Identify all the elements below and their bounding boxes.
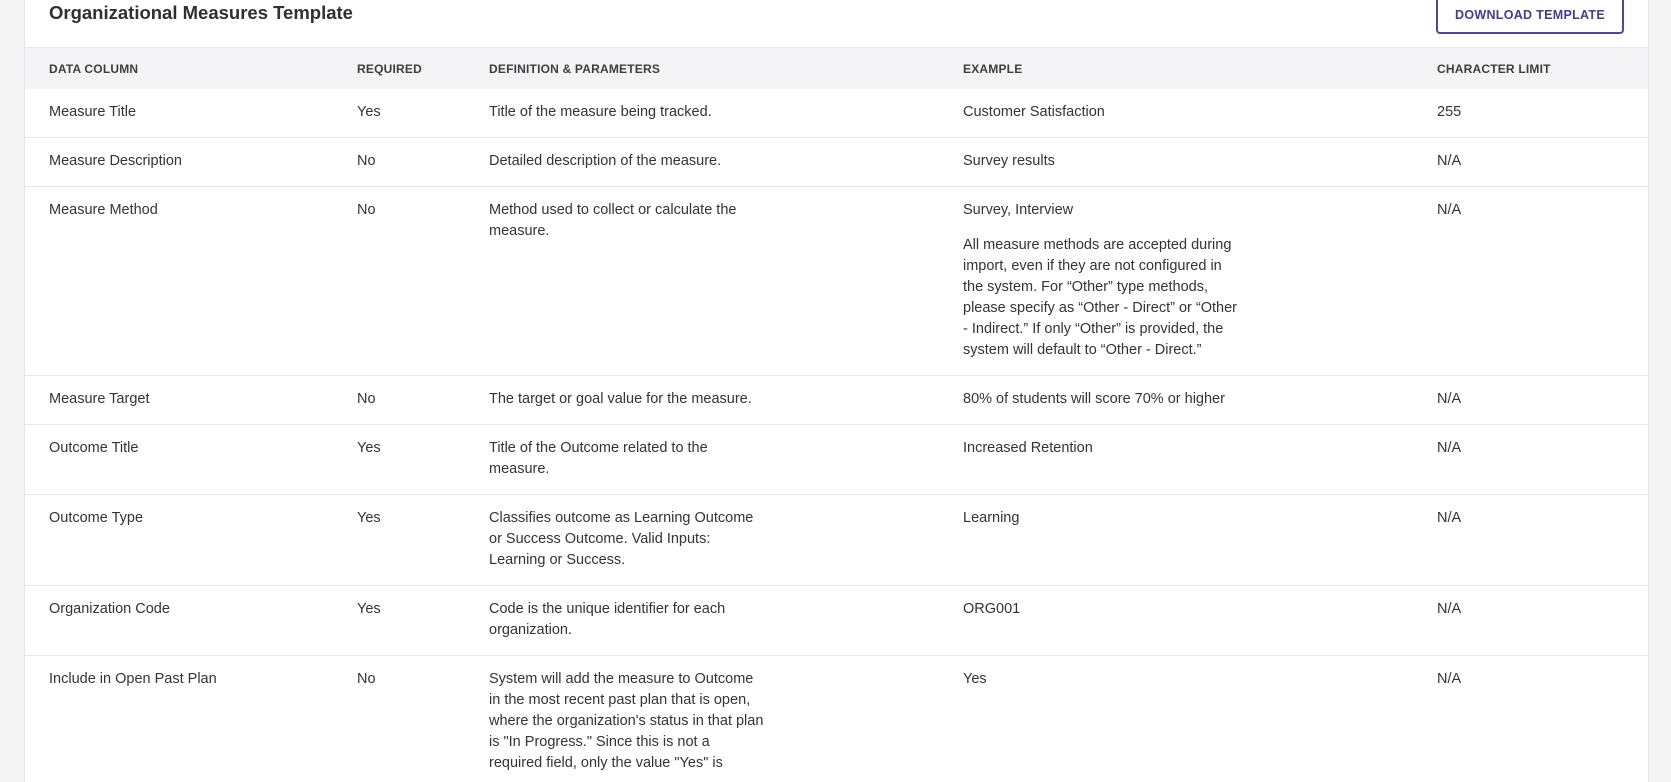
cell-example bbox=[939, 656, 1413, 782]
cell-definition bbox=[465, 425, 939, 495]
table-row bbox=[25, 656, 1648, 782]
example-text: Survey, Interview bbox=[963, 202, 1074, 218]
cell-example bbox=[939, 586, 1413, 656]
cell-definition bbox=[465, 376, 939, 425]
definition-text: Code is the unique identifier for each organization. bbox=[489, 601, 726, 638]
cell-data-column: Outcome Title bbox=[25, 425, 333, 495]
definition-text: System will add the measure to Outcome in the most recent past plan that is open, where the organization's status in that plan is "In Progress." Since this is not a required field, only the value "Yes" is bbox=[489, 671, 764, 771]
table-row bbox=[25, 425, 1648, 495]
cell-required: Yes bbox=[333, 495, 465, 586]
definition-text: Classifies outcome as Learning Outcome or Success Outcome. Valid Inputs: Learning or Success. bbox=[489, 510, 754, 568]
cell-required: No bbox=[333, 376, 465, 425]
cell-required: No bbox=[333, 187, 465, 376]
cell-character-limit: N/A bbox=[1413, 656, 1648, 782]
cell-required: Yes bbox=[333, 89, 465, 138]
page-title: Organizational Measures Template bbox=[49, 2, 353, 23]
cell-definition bbox=[465, 138, 939, 187]
definition-text: Title of the measure being tracked. bbox=[489, 104, 712, 120]
table-row bbox=[25, 586, 1648, 656]
table-row bbox=[25, 138, 1648, 187]
column-header-example: EXAMPLE bbox=[963, 61, 1023, 76]
template-table bbox=[25, 48, 1648, 782]
example-text: Learning bbox=[963, 510, 1020, 526]
table-row bbox=[25, 89, 1648, 138]
table-row bbox=[25, 495, 1648, 586]
cell-data-column: Include in Open Past Plan bbox=[25, 656, 333, 782]
example-text: ORG001 bbox=[963, 601, 1021, 617]
column-header-definition: DEFINITION & PARAMETERS bbox=[489, 61, 661, 76]
cell-data-column: Outcome Type bbox=[25, 495, 333, 586]
cell-definition bbox=[465, 656, 939, 782]
cell-example bbox=[939, 425, 1413, 495]
cell-character-limit: N/A bbox=[1413, 586, 1648, 656]
cell-data-column: Organization Code bbox=[25, 586, 333, 656]
cell-required: Yes bbox=[333, 586, 465, 656]
example-text: Increased Retention bbox=[963, 440, 1093, 456]
download-template-button[interactable]: DOWNLOAD TEMPLATE bbox=[1436, 0, 1624, 34]
example-text: Customer Satisfaction bbox=[963, 104, 1105, 120]
cell-required: No bbox=[333, 138, 465, 187]
table-header-row bbox=[25, 48, 1648, 89]
cell-example bbox=[939, 89, 1413, 138]
definition-text: Detailed description of the measure. bbox=[489, 153, 722, 169]
card-header bbox=[25, 0, 1648, 48]
definition-text: The target or goal value for the measure. bbox=[489, 391, 752, 407]
cell-data-column: Measure Description bbox=[25, 138, 333, 187]
cell-definition bbox=[465, 187, 939, 376]
column-header-character-limit: CHARACTER LIMIT bbox=[1437, 61, 1551, 76]
cell-required: Yes bbox=[333, 425, 465, 495]
cell-character-limit: N/A bbox=[1413, 495, 1648, 586]
cell-data-column: Measure Target bbox=[25, 376, 333, 425]
cell-required: No bbox=[333, 656, 465, 782]
cell-definition bbox=[465, 586, 939, 656]
cell-character-limit: N/A bbox=[1413, 138, 1648, 187]
cell-example bbox=[939, 495, 1413, 586]
definition-text: Title of the Outcome related to the measure. bbox=[489, 440, 708, 477]
example-text: Yes bbox=[963, 671, 987, 687]
cell-character-limit: N/A bbox=[1413, 425, 1648, 495]
example-note: All measure methods are accepted during import, even if they are not configured in the system. For “Other” type methods, please specify as “Other - Direct” or “Other - Indirect.” If only “Other” is provided, the system will default to “Other - Direct.” bbox=[963, 237, 1237, 358]
cell-data-column: Measure Method bbox=[25, 187, 333, 376]
cell-character-limit: N/A bbox=[1413, 187, 1648, 376]
column-header-required: REQUIRED bbox=[357, 61, 422, 76]
cell-example bbox=[939, 376, 1413, 425]
table-row bbox=[25, 376, 1648, 425]
cell-data-column: Measure Title bbox=[25, 89, 333, 138]
example-text: 80% of students will score 70% or higher bbox=[963, 391, 1225, 407]
definition-text: Method used to collect or calculate the measure. bbox=[489, 202, 737, 239]
cell-character-limit: 255 bbox=[1413, 89, 1648, 138]
cell-example bbox=[939, 138, 1413, 187]
cell-character-limit: N/A bbox=[1413, 376, 1648, 425]
cell-definition bbox=[465, 495, 939, 586]
template-card bbox=[24, 0, 1649, 782]
example-text: Survey results bbox=[963, 153, 1055, 169]
cell-example bbox=[939, 187, 1413, 376]
cell-definition bbox=[465, 89, 939, 138]
table-row bbox=[25, 187, 1648, 376]
column-header-data-column: DATA COLUMN bbox=[49, 61, 139, 76]
